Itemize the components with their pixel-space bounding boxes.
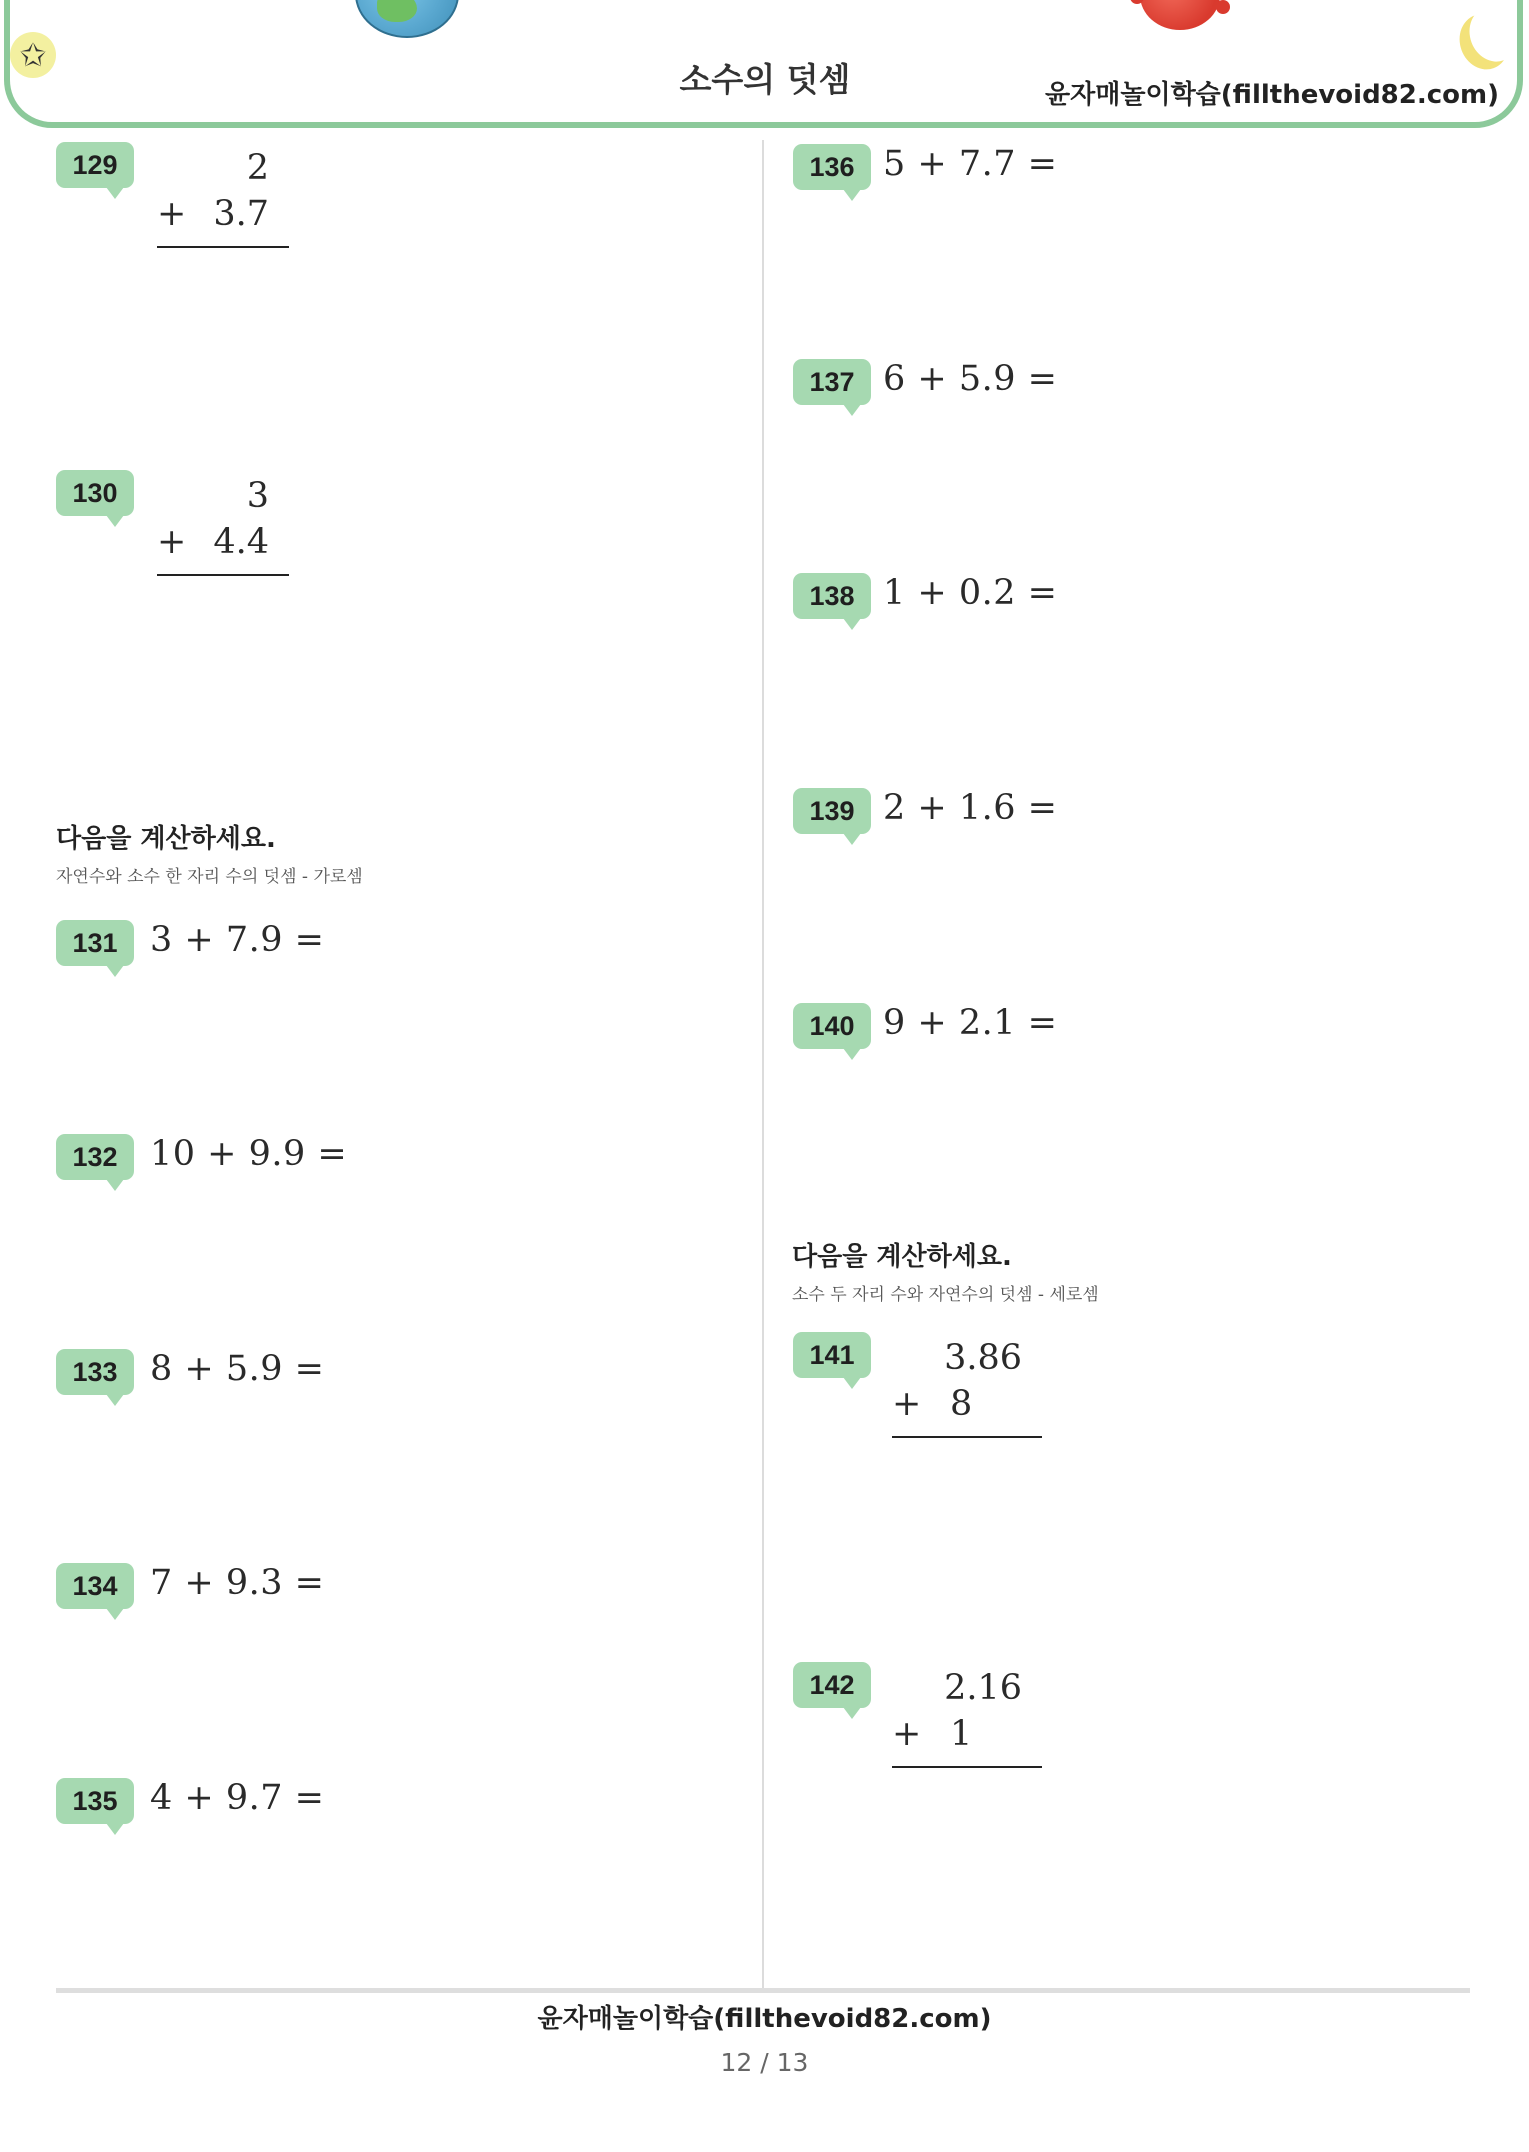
vertical-problem [892, 1338, 1042, 1442]
answer-line [892, 1436, 1042, 1438]
problem-number-badge: 138 [793, 573, 871, 619]
section-subtitle: 자연수와 소수 한 자리 수의 덧셈 - 가로셈 [56, 867, 363, 887]
page-title: 소수의 덧셈 [679, 60, 851, 99]
footer-site: 윤자매놀이학습(fillthevoid82.com) [537, 2004, 992, 2034]
equation: 7 + 9.3 = [150, 1563, 325, 1603]
problem-number-badge: 132 [56, 1134, 134, 1180]
page-number: 12 / 13 [720, 2048, 809, 2077]
header-site: 윤자매놀이학습(fillthevoid82.com) [1044, 80, 1499, 110]
problem-number-badge: 139 [793, 788, 871, 834]
vertical-problem [892, 1668, 1042, 1772]
equation: 3 + 7.9 = [150, 920, 325, 960]
vertical-problem [157, 476, 289, 580]
problem-number-badge: 141 [793, 1332, 871, 1378]
vertical-top-number: 3.86 [944, 1338, 1022, 1378]
column-divider [762, 140, 764, 1990]
equation: 1 + 0.2 = [883, 573, 1058, 613]
section-title: 다음을 계산하세요. [56, 824, 276, 854]
section-subtitle: 소수 두 자리 수와 자연수의 덧셈 - 세로셈 [792, 1285, 1099, 1305]
vertical-bottom-number: 1 [950, 1714, 973, 1754]
problem-number-badge: 131 [56, 920, 134, 966]
answer-line [892, 1766, 1042, 1768]
equation: 10 + 9.9 = [150, 1134, 348, 1174]
vertical-bottom-number: 3.7 [213, 194, 269, 234]
vertical-bottom-number: 8 [950, 1384, 973, 1424]
problem-number-badge: 130 [56, 470, 134, 516]
problem-number-badge: 134 [56, 1563, 134, 1609]
section-title: 다음을 계산하세요. [792, 1242, 1012, 1272]
equation: 4 + 9.7 = [150, 1778, 325, 1818]
vertical-top-number: 2.16 [944, 1668, 1022, 1708]
vertical-top-number: 2 [246, 148, 269, 188]
problem-number-badge: 142 [793, 1662, 871, 1708]
footer-divider [56, 1988, 1470, 1993]
answer-line [157, 246, 289, 248]
vertical-top-number: 3 [246, 476, 269, 516]
problem-number-badge: 135 [56, 1778, 134, 1824]
plus-sign: + [892, 1384, 922, 1424]
equation: 8 + 5.9 = [150, 1349, 325, 1389]
plus-sign: + [157, 522, 187, 562]
equation: 2 + 1.6 = [883, 788, 1058, 828]
equation: 9 + 2.1 = [883, 1003, 1058, 1043]
vertical-problem [157, 148, 289, 252]
problem-number-badge: 129 [56, 142, 134, 188]
problem-number-badge: 137 [793, 359, 871, 405]
answer-line [157, 574, 289, 576]
equation: 5 + 7.7 = [883, 144, 1058, 184]
plus-sign: + [892, 1714, 922, 1754]
problem-number-badge: 133 [56, 1349, 134, 1395]
problem-number-badge: 140 [793, 1003, 871, 1049]
equation: 6 + 5.9 = [883, 359, 1058, 399]
star-icon: ✩ [10, 32, 56, 78]
problem-number-badge: 136 [793, 144, 871, 190]
plus-sign: + [157, 194, 187, 234]
vertical-bottom-number: 4.4 [213, 522, 269, 562]
